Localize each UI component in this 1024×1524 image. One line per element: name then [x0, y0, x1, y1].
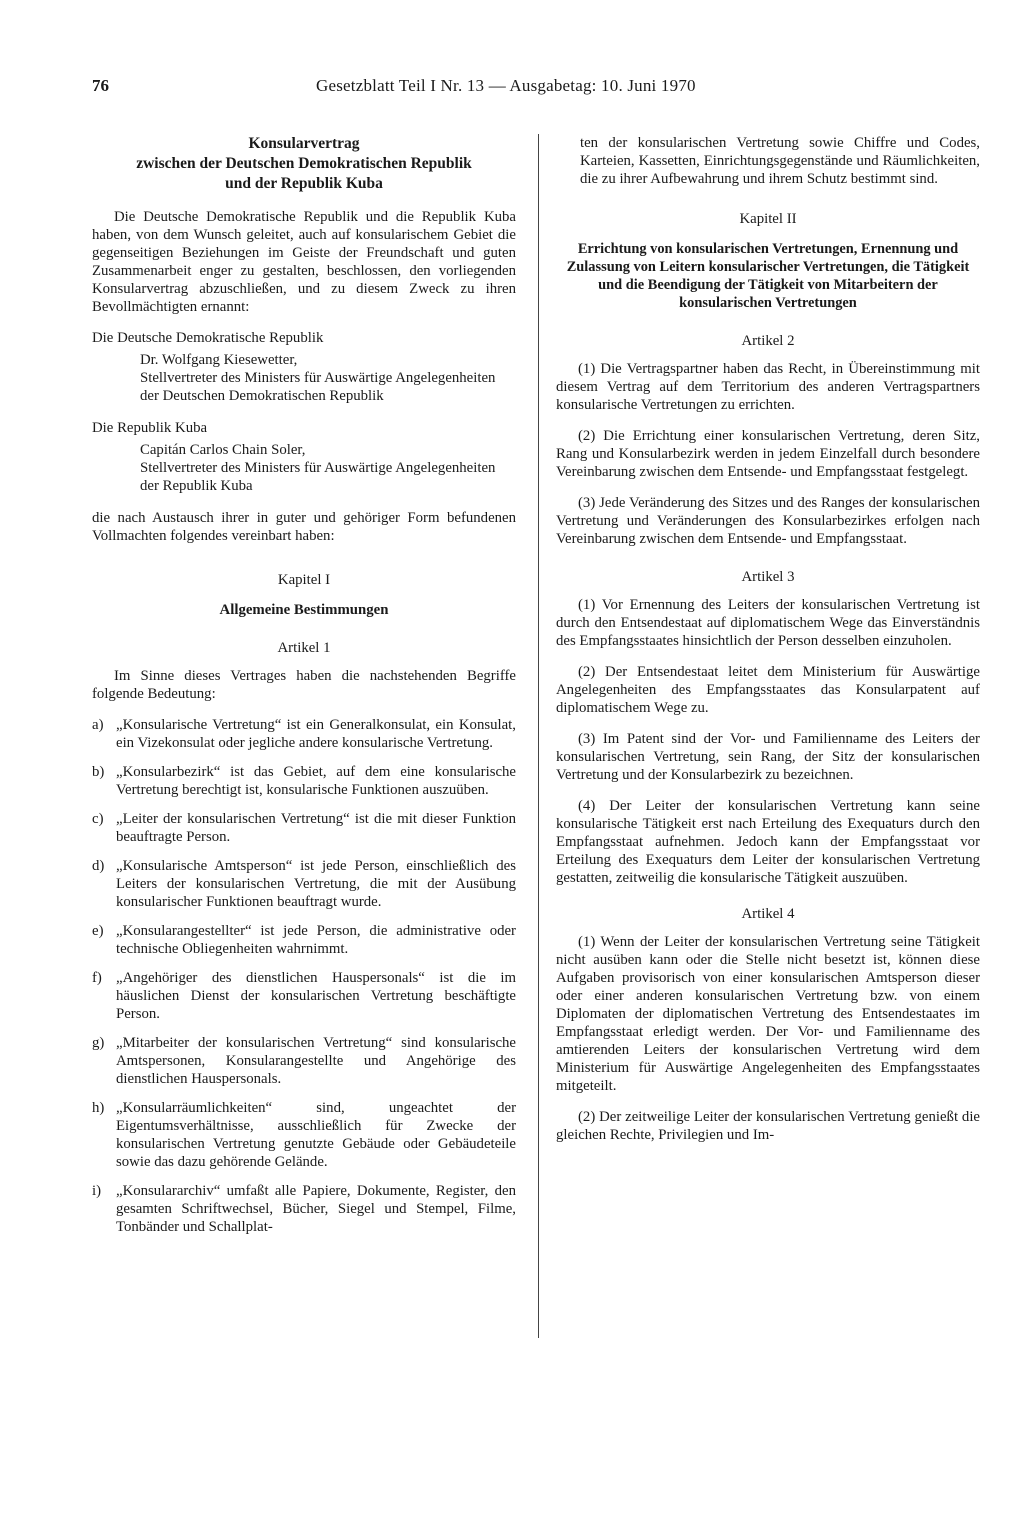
article-paragraph: (2) Der zeitweilige Leiter der konsularischen Vertretung genießt die gleichen Rechte, Privilegien und Im- — [556, 1109, 980, 1143]
definition-marker: f) — [92, 970, 102, 986]
definition-marker: g) — [92, 1035, 105, 1051]
definition-marker: d) — [92, 858, 105, 874]
definition-text: „Konsularangestellter“ ist jede Person, die administrative oder technische Obliegenheiten wahrnimmt. — [116, 923, 516, 957]
right-column — [556, 134, 980, 1157]
treaty-title-line: zwischen der Deutschen Demokratischen Republik — [136, 155, 472, 172]
article-paragraph: (1) Die Vertragspartner haben das Recht, in Übereinstimmung mit diesem Vertrag auf dem Territorium des anderen Vertragspartners konsularische Vertretungen zu errichten. — [556, 361, 980, 413]
article-paragraph: (3) Im Patent sind der Vor- und Familienname des Leiters der konsularischen Vertretung, sein Rang, der Sitz der konsularischen Vertretung und der Konsularbezirk zu bezeichnen. — [556, 731, 980, 783]
plenipotentiary-name: Capitán Carlos Chain Soler, — [140, 442, 306, 458]
definition-item — [92, 922, 516, 958]
article-heading: Artikel 2 — [741, 333, 795, 349]
definition-text: „Konsulararchiv“ umfaßt alle Papiere, Dokumente, Register, den gesamten Schriftwechsel, Bücher, Siegel und Stempel, Filme, Tonbänder und Schallplat- — [116, 1183, 516, 1235]
treaty-title — [92, 134, 516, 194]
plenipotentiary-name: Dr. Wolfgang Kiesewetter, — [140, 352, 298, 368]
definition-text: „Angehöriger des dienstlichen Hauspersonals“ ist die im häuslichen Dienst der konsularischen Vertretung beschäftigte Person. — [116, 970, 516, 1022]
definition-item — [92, 810, 516, 846]
definition-text: „Konsularische Amtsperson“ ist jede Person, einschließlich des Leiters der konsularischen Vertretung, die mit der Ausübung konsularischer Funktionen beauftragt wurde. — [116, 858, 516, 910]
definition-item — [92, 857, 516, 911]
article-paragraph: (3) Jede Veränderung des Sitzes und des Ranges der konsularischen Vertretung und Veränderungen des Konsularbezirkes erfolgen nach Vereinbarung zwischen dem Entsende- und Empfangsstaat. — [556, 495, 980, 547]
definition-item — [92, 969, 516, 1023]
article-paragraph: (1) Wenn der Leiter der konsularischen Vertretung seine Tätigkeit nicht ausüben kann oder die Stelle nicht besetzt ist, können diese Aufgaben provisorisch von einer konsularischen Amtsperson dieser oder einer anderen konsularischen Vertretung bzw. von einem Diplomaten der diplomatischen Vertretung des Entsendestaates im Empfangsstaat erledigt werden. Der Vor- und Familienname des amtierenden Leiters der konsularischen Vertretung wird dem Ministerium für Auswärtige Angelegenheiten des Empfangsstaates mitgeteilt. — [556, 934, 980, 1094]
chapter-title: Allgemeine Bestimmungen — [219, 602, 389, 618]
party-heading: Die Deutsche Demokratische Republik — [92, 330, 324, 346]
definition-marker: e) — [92, 923, 104, 939]
chapter-heading: Kapitel I — [277, 572, 331, 588]
running-header: Gesetzblatt Teil I Nr. 13 — Ausgabetag: 10. Juni 1970 — [316, 76, 696, 95]
plenipotentiary-role: Stellvertreter des Ministers für Auswärtige Angelegenheiten der Deutschen Demokratischen Republik — [140, 370, 496, 404]
article-intro: Im Sinne dieses Vertrages haben die nachstehenden Begriffe folgende Bedeutung: — [92, 668, 516, 702]
definition-marker: a) — [92, 717, 104, 733]
chapter-title: Errichtung von konsularischen Vertretungen, Ernennung und Zulassung von Leitern konsularischer Vertretungen, die Tätigkeit und die Beendigung der Tätigkeit von Mitarbeitern der konsularischen Vertretungen — [566, 241, 970, 311]
party-heading: Die Republik Kuba — [92, 420, 208, 436]
definition-item — [92, 716, 516, 752]
left-column — [92, 134, 516, 1247]
definition-marker: c) — [92, 811, 104, 827]
definition-marker: h) — [92, 1100, 105, 1116]
chapter-heading: Kapitel II — [739, 211, 797, 227]
page-number: 76 — [92, 76, 109, 95]
article-paragraph: (4) Der Leiter der konsularischen Vertretung kann seine konsularische Tätigkeit erst nach Erteilung des Exequaturs durch den Empfangsstaat aufnehmen. Jedoch kann der Empfangsstaat vor Erteilung des Exequaturs dem Leiter der konsularischen Vertretung gestatten, zeitweilig die konsularische Tätigkeit auszuüben. — [556, 798, 980, 886]
definition-text: „Konsularbezirk“ ist das Gebiet, auf dem eine konsularische Vertretung berechtigt ist, konsularische Funktionen auszuüben. — [116, 764, 516, 798]
column-divider — [538, 134, 539, 1338]
plenipotentiary-role: Stellvertreter des Ministers für Auswärtige Angelegenheiten der Republik Kuba — [140, 460, 496, 494]
definition-text: „Mitarbeiter der konsularischen Vertretung“ sind konsularische Amtspersonen, Konsularangestellte und Angehörige des dienstlichen Hauspersonals. — [116, 1035, 516, 1087]
definition-text: „Konsularische Vertretung“ ist ein Generalkonsulat, ein Konsulat, ein Vizekonsulat oder jegliche andere konsularische Vertretung. — [116, 717, 516, 751]
plenipotentiary-block — [92, 441, 516, 495]
preamble: Die Deutsche Demokratische Republik und die Republik Kuba haben, von dem Wunsch geleitet, auch auf konsularischem Gebiet die gegenseitigen Beziehungen im Geiste der Freundschaft und guten Zusammenarbeit enger zu gestalten, beschlossen, den vorliegenden Konsularvertrag abzuschließen, und zu diesem Zweck zu ihren Bevollmächtigten ernannt: — [92, 209, 516, 315]
treaty-title-line: Konsularvertrag — [248, 135, 360, 152]
definition-text: „Leiter der konsularischen Vertretung“ ist die mit dieser Funktion beauftragte Person. — [116, 811, 516, 845]
article-heading: Artikel 3 — [741, 569, 795, 585]
definition-item — [92, 1034, 516, 1088]
article-paragraph: (1) Vor Ernennung des Leiters der konsularischen Vertretung ist durch den Entsendestaat auf diplomatischem Wege das Einverständnis des Empfangsstaates hinsichtlich der Person desselben einzuholen. — [556, 597, 980, 649]
definition-marker: i) — [92, 1183, 102, 1199]
preamble-closing: die nach Austausch ihrer in guter und gehöriger Form befundenen Vollmachten folgendes vereinbart haben: — [92, 510, 516, 544]
article-heading: Artikel 4 — [741, 906, 795, 922]
article-paragraph: (2) Die Errichtung einer konsularischen Vertretung, deren Sitz, Rang und Konsularbezirk werden in jedem Einzelfall durch besondere Vereinbarung zwischen dem Entsende- und Empfangsstaat festgelegt. — [556, 428, 980, 480]
definition-item — [92, 1099, 516, 1171]
definition-item — [92, 763, 516, 799]
definition-text: „Konsularräumlichkeiten“ sind, ungeachtet der Eigentumsverhältnisse, ausschließlich für Zwecke der konsularischen Vertretung genutzte Gebäude oder Gebäudeteile sowie das dazu gehörende Gelände. — [116, 1100, 516, 1170]
plenipotentiary-block — [92, 351, 516, 405]
article-heading: Artikel 1 — [277, 640, 331, 656]
definition-marker: b) — [92, 764, 105, 780]
article-paragraph: (2) Der Entsendestaat leitet dem Ministerium für Auswärtige Angelegenheiten des Empfangsstaates das Konsularpatent auf diplomatischem Wege zu. — [556, 664, 980, 716]
treaty-title-line: und der Republik Kuba — [225, 175, 383, 192]
definition-item — [92, 1182, 516, 1236]
definition-continuation: ten der konsularischen Vertretung sowie Chiffre und Codes, Karteien, Kassetten, Einrichtungsgegenstände und Räumlichkeiten, die zu ihrer Aufbewahrung und ihrem Schutz bestimmt sind. — [580, 135, 980, 187]
